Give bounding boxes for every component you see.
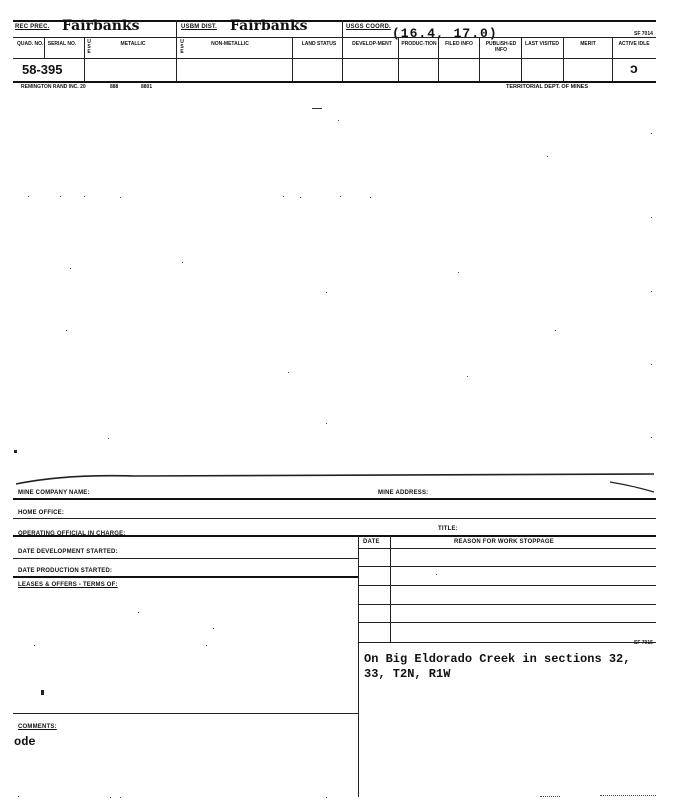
active-idle-mark: ↄ <box>630 60 638 76</box>
speck <box>547 156 548 157</box>
speck <box>108 438 109 439</box>
speck <box>651 133 652 134</box>
speck <box>70 268 71 269</box>
comments-value: ode <box>14 735 36 749</box>
speck <box>28 196 29 197</box>
operating-official-label: OPERATING OFFICIAL IN CHARGE: <box>18 531 126 537</box>
code-1: 888 <box>110 84 119 90</box>
speck <box>338 120 339 121</box>
table-rule <box>358 622 656 623</box>
speck <box>120 797 121 798</box>
mine-address-label: MINE ADDRESS: <box>378 490 429 496</box>
col-merit: MERIT <box>580 41 596 47</box>
speck <box>555 330 556 331</box>
use-marker: U S E <box>87 39 91 55</box>
divider <box>398 37 399 82</box>
table-rule <box>358 585 656 586</box>
rec-prec-label: REC PREC. <box>15 24 50 30</box>
table-rule <box>358 604 656 605</box>
divider <box>342 20 343 82</box>
divider <box>176 20 177 82</box>
divider <box>292 37 293 82</box>
col-metallic: METALLIC <box>120 41 146 47</box>
col-active-idle: ACTIVE IDLE <box>618 41 650 47</box>
comments-label: COMMENTS: <box>18 724 57 730</box>
form-rule <box>13 576 358 578</box>
speck <box>84 196 85 197</box>
form-rule <box>13 535 656 537</box>
date-col-header: DATE <box>363 539 380 545</box>
header-rule <box>13 58 656 59</box>
speck <box>326 797 327 798</box>
usgs-coord-value: (16.4, 17.0) <box>392 26 498 41</box>
form-rule <box>13 558 358 559</box>
divider <box>612 37 613 82</box>
speck <box>18 796 19 797</box>
speck <box>651 291 652 292</box>
speck <box>14 450 17 453</box>
speck <box>138 612 139 613</box>
divider <box>563 37 564 82</box>
title-label: TITLE: <box>438 526 458 532</box>
form-rule <box>13 518 656 519</box>
col-serial-no: SERIAL NO. <box>47 41 77 47</box>
lower-form-top-rule <box>14 470 659 500</box>
speck <box>651 364 652 365</box>
date-production-label: DATE PRODUCTION STARTED: <box>18 568 113 574</box>
speck <box>66 330 67 331</box>
date-development-label: DATE DEVELOPMENT STARTED: <box>18 549 118 555</box>
header-rule <box>13 81 656 83</box>
speck <box>326 292 327 293</box>
dept-mark: TERRITORIAL DEPT. OF MINES <box>506 84 588 90</box>
col-land-status: LAND STATUS <box>301 41 337 47</box>
header-rule <box>13 37 656 38</box>
speck <box>312 108 322 109</box>
speck <box>110 797 111 798</box>
divider <box>84 37 85 82</box>
speck <box>540 796 560 798</box>
divider <box>521 37 522 82</box>
speck <box>651 437 652 438</box>
reason-col-header: REASON FOR WORK STOPPAGE <box>454 539 554 545</box>
speck <box>436 574 437 575</box>
col-filed-info: FILED INFO <box>445 41 473 47</box>
speck <box>120 197 121 198</box>
rec-prec-value: Fairbanks <box>62 18 140 34</box>
use-marker-2: U S E <box>180 39 184 55</box>
usgs-coord-label: USGS COORD. <box>346 24 391 30</box>
speck <box>467 376 468 377</box>
col-quad-no: QUAD. NO. <box>17 41 44 47</box>
form-number: SF 7014 <box>634 31 653 37</box>
speck <box>370 197 371 198</box>
printer-mark: REMINGTON RAND INC. 20 <box>21 84 86 90</box>
speck <box>182 262 183 263</box>
speck <box>60 196 61 197</box>
form-rule <box>13 713 358 714</box>
speck <box>283 196 284 197</box>
divider <box>44 37 45 58</box>
speck <box>458 272 459 273</box>
speck <box>34 645 35 646</box>
col-published-info: PUBLISH-ED INFO <box>485 41 517 53</box>
col-production: PRODUC-TION <box>401 41 437 47</box>
col-development: DEVELOP-MENT <box>352 41 392 47</box>
form-rule <box>13 498 656 500</box>
speck <box>213 628 214 629</box>
speck <box>326 423 327 424</box>
speck <box>288 372 289 373</box>
leases-label: LEASES & OFFERS - TERMS OF: <box>18 582 118 588</box>
form-number-2: SF 7015 <box>634 640 653 646</box>
table-rule <box>358 548 656 549</box>
col-last-visited: LAST VISITED <box>525 41 559 47</box>
speck <box>600 795 656 797</box>
quad-serial-value: 58-395 <box>22 62 63 77</box>
divider <box>390 535 391 643</box>
table-rule <box>358 642 656 643</box>
home-office-label: HOME OFFICE: <box>18 510 65 516</box>
mine-company-label: MINE COMPANY NAME: <box>18 490 90 496</box>
divider <box>438 37 439 82</box>
table-rule <box>358 566 656 567</box>
usbm-dist-value: Fairbanks <box>230 18 308 34</box>
divider <box>358 535 359 797</box>
speck <box>651 217 652 218</box>
col-non-metallic: NON-METALLIC <box>211 41 249 47</box>
divider <box>479 37 480 82</box>
speck <box>206 645 207 646</box>
speck <box>41 690 44 695</box>
speck <box>300 197 301 198</box>
speck <box>340 196 341 197</box>
code-2: 8801 <box>141 84 153 90</box>
location-text: On Big Eldorado Creek in sections 32, 33, T2N, R1W <box>364 652 631 681</box>
usbm-dist-label: USBM DIST. <box>181 24 218 30</box>
